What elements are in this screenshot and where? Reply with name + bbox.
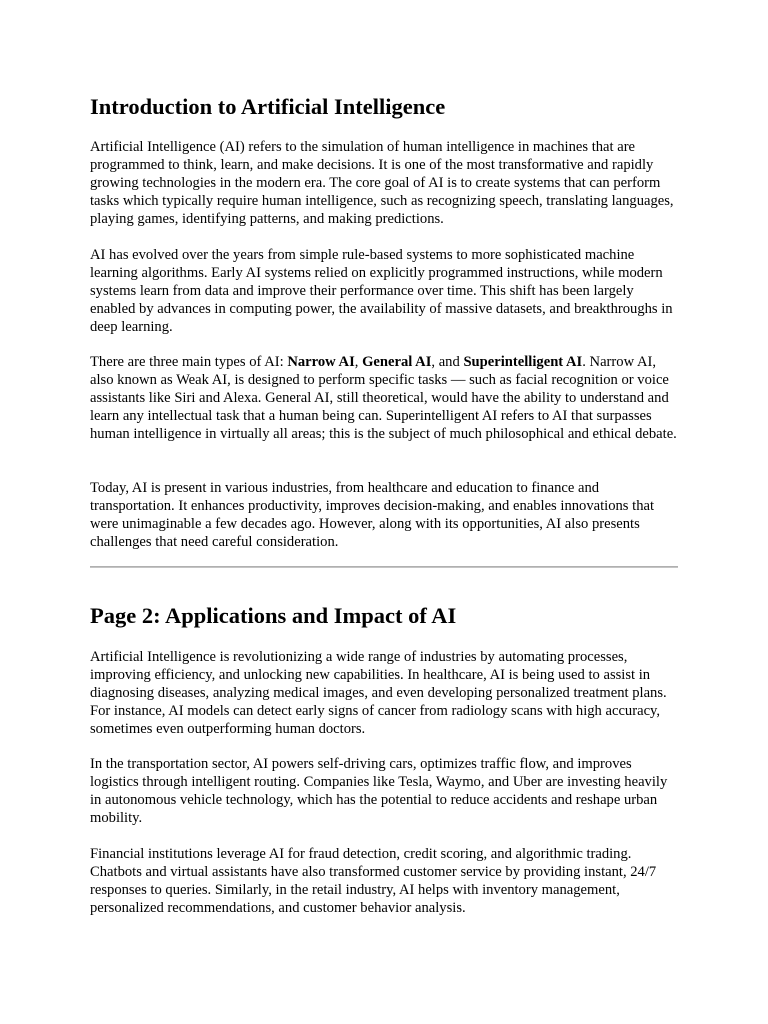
type-narrow-ai: Narrow AI (287, 354, 355, 370)
section-1-paragraph-4: Today, AI is present in various industries, from healthcare and education to finance and transportation. It enhances productivity, improves decision-making, and enables innovations that were unimaginable a few decades ago. However, along with its opportunities, AI also presents challenges that need careful consideration. (90, 480, 655, 550)
section-1-paragraph-1: Artificial Intelligence (AI) refers to the simulation of human intelligence in machines that are programmed to think, learn, and make decisions. It is one of the most transformative and rapidly growing technologies in the modern era. The core goal of AI is to create systems that can perform tasks which typically require human intelligence, such as recognizing speech, translating languages, playing games, identifying patterns, and making predictions. (90, 139, 674, 227)
section-2-paragraph-3: Financial institutions leverage AI for fraud detection, credit scoring, and algorithmic trading. Chatbots and virtual assistants have also transformed customer service by providing instant, 24/7 responses to queries. Similarly, in the retail industry, AI helps with inventory management, personalized recommendations, and customer behavior analysis. (90, 846, 657, 916)
section-1-paragraph-2: AI has evolved over the years from simple rule-based systems to more sophisticated machine learning algorithms. Early AI systems relied on explicitly programmed instructions, while modern systems learn from data and improve their performance over time. This shift has been largely enabled by advances in computing power, the availability of massive datasets, and breakthroughs in deep learning. (90, 247, 673, 335)
type-general-ai: General AI (362, 354, 432, 370)
types-rest-text: . Narrow AI, also known as Weak AI, is designed to perform specific tasks — such as facial recognition or voice assistants like Siri and Alexa. General AI, still theoretical, would have the ability to understand and learn any intellectual task that a human being can. Superintelligent AI refers to AI that surpasses human intelligence in virtually all areas; this is the subject of much philosophical and ethical debate. (90, 354, 677, 442)
section-1-title: Introduction to Artificial Intelligence (90, 94, 446, 119)
section-2-paragraph-2: In the transportation sector, AI powers self-driving cars, optimizes traffic flow, and improves logistics through intelligent routing. Companies like Tesla, Waymo, and Uber are investing heavily in autonomous vehicle technology, which has the potential to reduce accidents and reshape urban mobility. (90, 756, 668, 826)
section-divider (90, 566, 678, 568)
type-superintelligent-ai: Superintelligent AI (463, 354, 583, 370)
section-1-paragraph-3 (90, 353, 678, 443)
section-2-title: Page 2: Applications and Impact of AI (90, 603, 457, 628)
types-lead-text: There are three main types of AI: (90, 354, 288, 370)
section-2-paragraph-1: Artificial Intelligence is revolutionizing a wide range of industries by automating processes, improving efficiency, and unlocking new capabilities. In healthcare, AI is being used to assist in diagnosing diseases, analyzing medical images, and even developing personalized treatment plans. For instance, AI models can detect early signs of cancer from radiology scans with high accuracy, sometimes even outperforming human doctors. (90, 649, 667, 737)
types-separator-1: , (354, 354, 363, 370)
types-separator-2: , and (431, 354, 464, 370)
